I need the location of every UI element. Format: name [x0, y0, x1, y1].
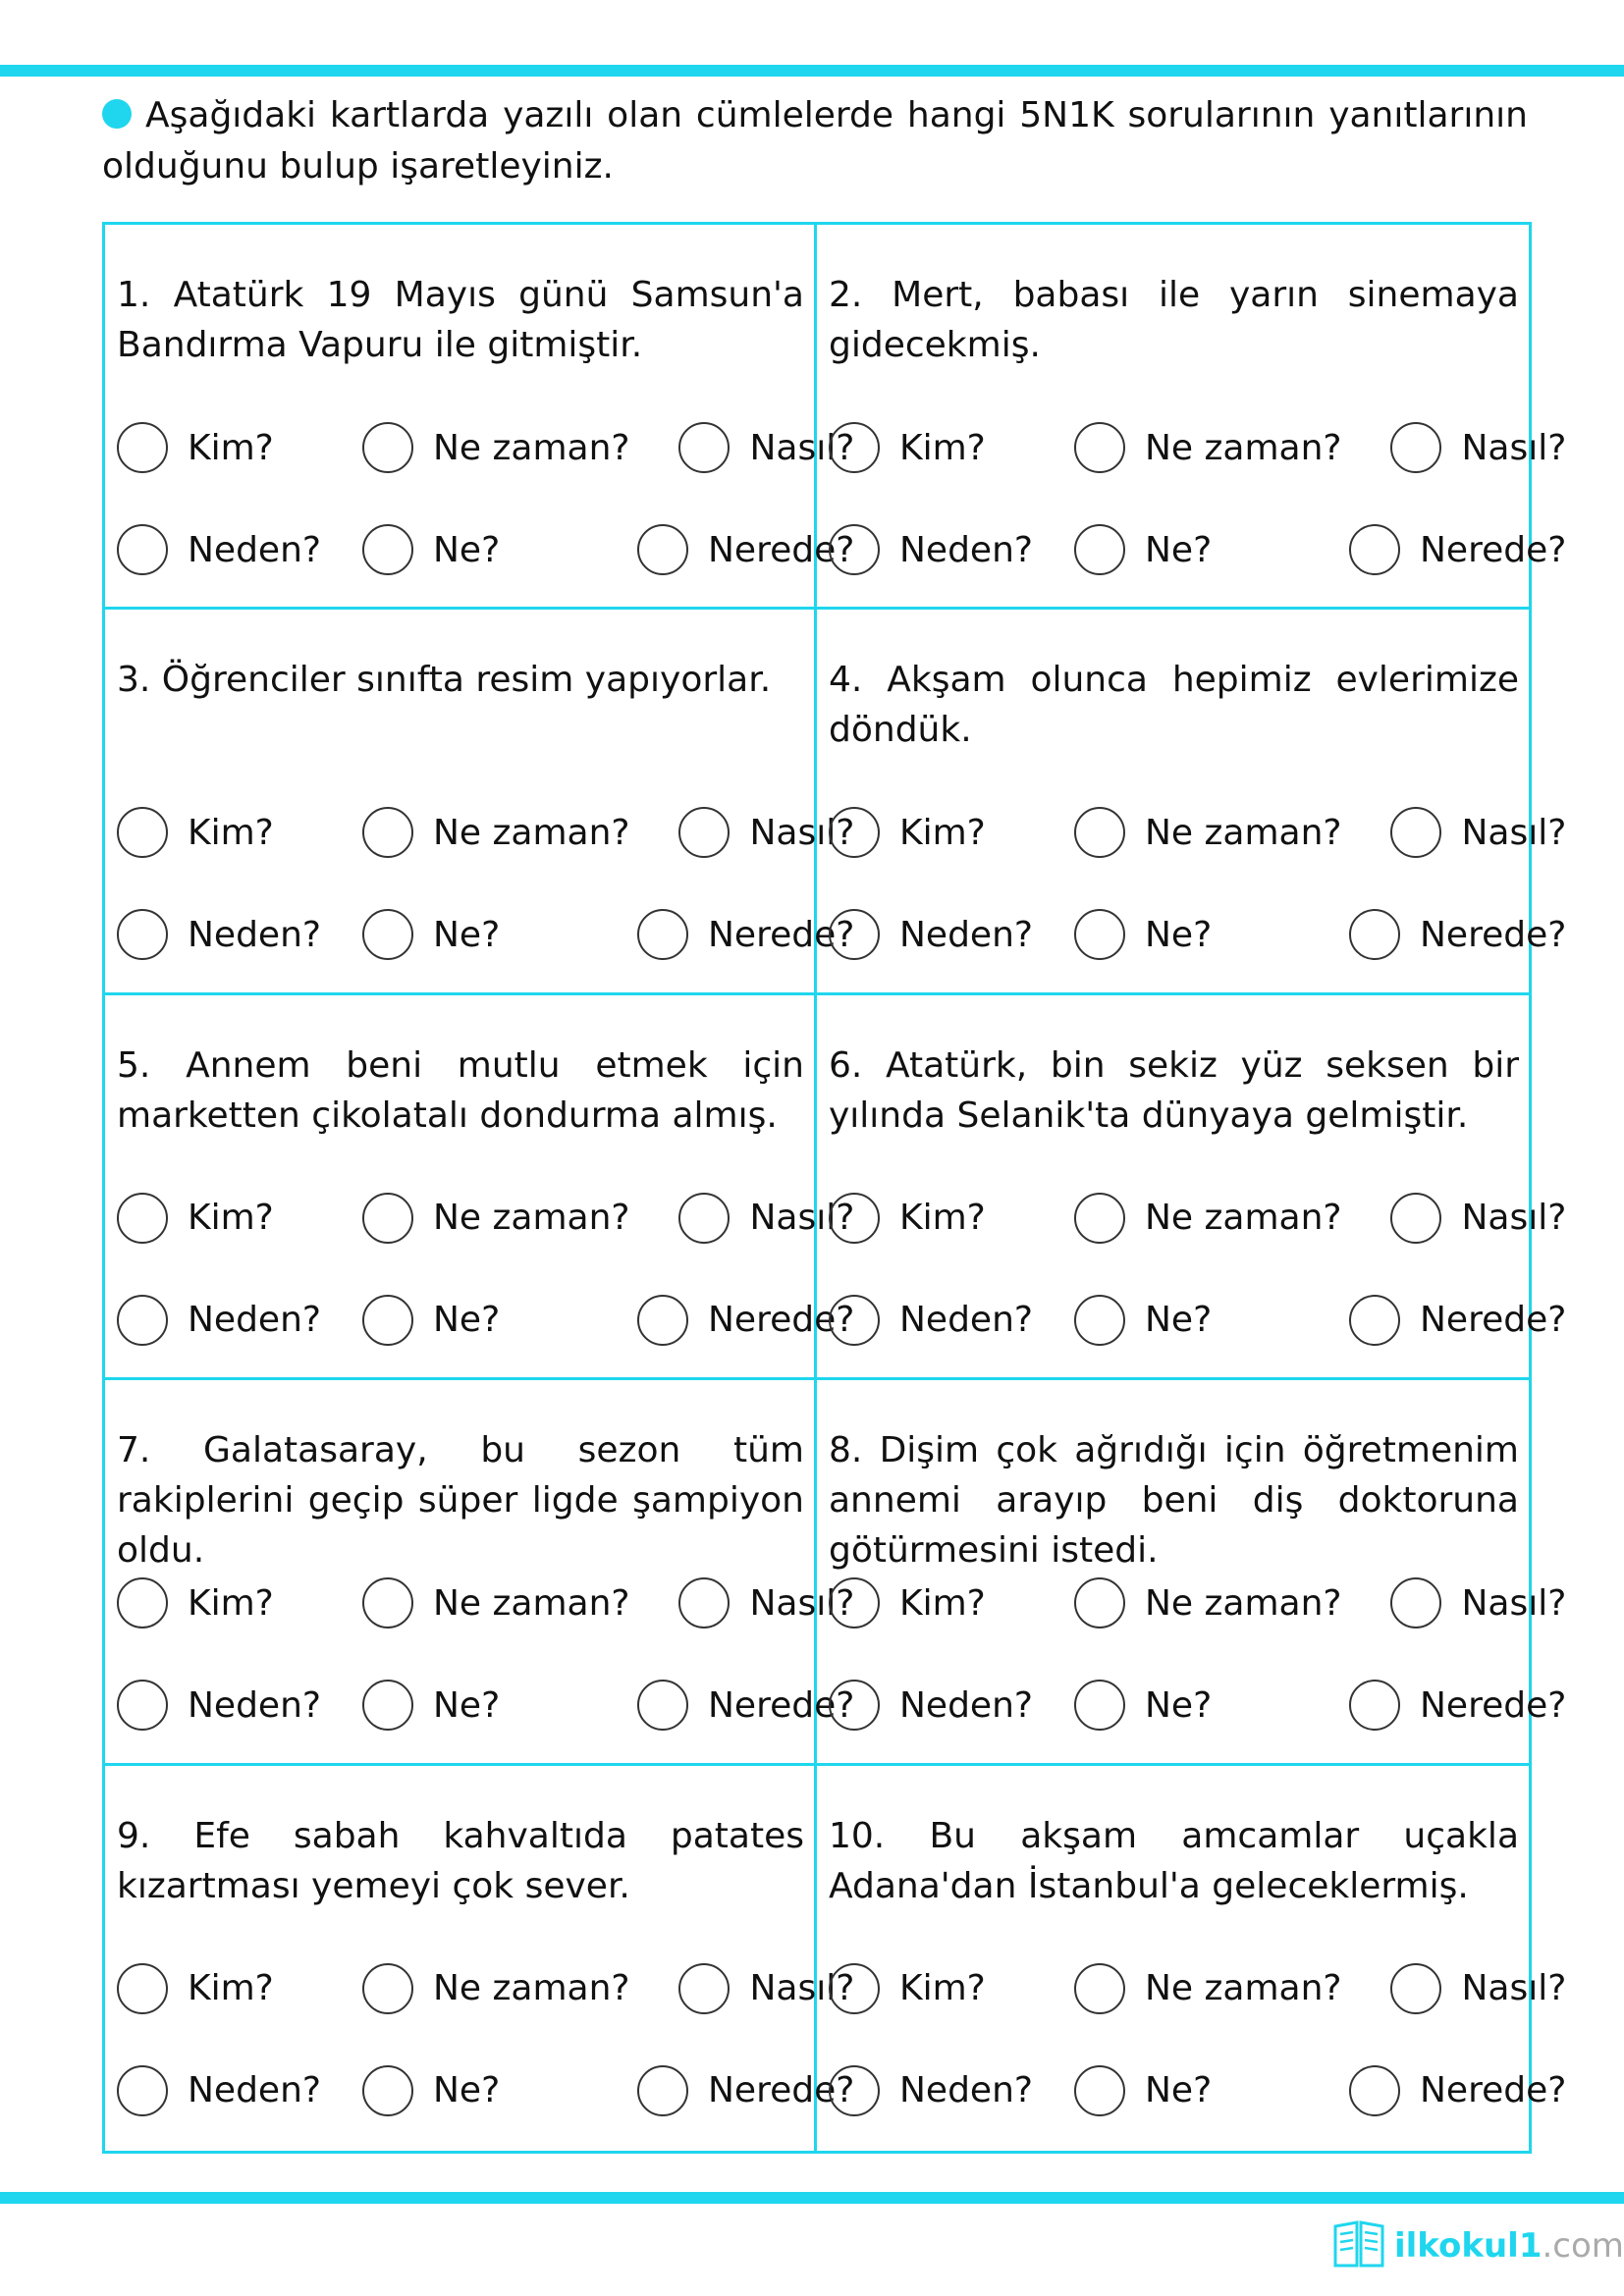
- answer-label: Kim?: [899, 1968, 986, 2009]
- answer-option[interactable]: [1349, 804, 1566, 861]
- answer-label: Kim?: [899, 1198, 986, 1239]
- answer-label: Nerede?: [1420, 914, 1567, 955]
- answer-option[interactable]: [829, 1575, 1074, 1631]
- answer-label: Ne?: [1145, 914, 1213, 955]
- answer-option[interactable]: [117, 1575, 362, 1631]
- answer-label: Nerede?: [1420, 1300, 1567, 1341]
- answer-label: Nerede?: [708, 914, 855, 955]
- answer-option[interactable]: [1074, 1677, 1349, 1734]
- answer-option[interactable]: [829, 2062, 1074, 2119]
- answer-label: Ne zaman?: [433, 1582, 630, 1624]
- answer-label: Nasıl?: [749, 812, 855, 853]
- answer-label: Ne?: [1145, 529, 1213, 570]
- answer-checkbox[interactable]: [1390, 1963, 1441, 2014]
- answer-checkbox[interactable]: [637, 909, 688, 960]
- answer-label: Kim?: [899, 427, 986, 468]
- question-sentence: 6. Atatürk, bin sekiz yüz seksen bir yılında Selanik'ta dünyaya gelmiştir.: [829, 1044, 1519, 1136]
- question-sentence: 4. Akşam olunca hepimiz evlerimize döndük.: [829, 660, 1519, 751]
- answer-checkbox[interactable]: [117, 1295, 168, 1346]
- answer-option[interactable]: [1074, 419, 1349, 476]
- answer-checkbox[interactable]: [362, 807, 413, 858]
- answer-label: Neden?: [188, 1300, 322, 1341]
- question-sentence: 5. Annem beni mutlu etmek için marketten çikolatalı dondurma almış.: [117, 1044, 804, 1136]
- answer-checkbox[interactable]: [829, 2065, 880, 2116]
- answer-option[interactable]: [1349, 1575, 1566, 1631]
- answer-label: Neden?: [899, 914, 1034, 955]
- answer-option[interactable]: [1349, 1190, 1566, 1247]
- answer-label: Nerede?: [708, 2070, 855, 2111]
- question-sentence: 9. Efe sabah kahvaltıda patates kızartması yemeyi çok sever.: [117, 1815, 804, 1906]
- answer-options: [117, 419, 855, 578]
- answer-label: Kim?: [188, 1582, 274, 1624]
- answer-options: [829, 419, 1567, 578]
- answer-options: [117, 804, 855, 963]
- answer-checkbox[interactable]: [1074, 1193, 1125, 1244]
- answer-option[interactable]: [117, 1292, 362, 1349]
- question-sentence: 8. Dişim çok ağrıdığı için öğretmenim annemi arayıp beni diş doktoruna götürmesini istedi.: [829, 1430, 1519, 1572]
- answer-label: Nasıl?: [1461, 812, 1567, 853]
- logo-suffix: .com: [1542, 2226, 1624, 2266]
- answer-label: Ne?: [433, 2070, 501, 2111]
- answer-options: [829, 1190, 1567, 1349]
- answer-checkbox[interactable]: [829, 909, 880, 960]
- card-grid: [102, 222, 1567, 2154]
- answer-option[interactable]: [1074, 1575, 1349, 1631]
- answer-label: Nasıl?: [1461, 1198, 1567, 1239]
- answer-checkbox[interactable]: [362, 909, 413, 960]
- answer-label: Neden?: [899, 529, 1034, 570]
- answer-checkbox[interactable]: [362, 1963, 413, 2014]
- answer-checkbox[interactable]: [1349, 524, 1400, 575]
- answer-options: [829, 1575, 1567, 1734]
- answer-label: Nerede?: [1420, 529, 1567, 570]
- answer-label: Kim?: [899, 1582, 986, 1624]
- answer-option[interactable]: [829, 804, 1074, 861]
- logo-brand: ilkokul1: [1394, 2226, 1543, 2266]
- answer-checkbox[interactable]: [1074, 1295, 1125, 1346]
- answer-checkbox[interactable]: [678, 422, 730, 473]
- answer-option[interactable]: [1349, 2062, 1566, 2119]
- answer-checkbox[interactable]: [829, 1577, 880, 1629]
- answer-checkbox[interactable]: [637, 1680, 688, 1731]
- answer-label: Ne zaman?: [433, 1198, 630, 1239]
- bullet-icon: [102, 99, 132, 129]
- answer-checkbox[interactable]: [678, 1577, 730, 1629]
- answer-option[interactable]: [829, 906, 1074, 963]
- answer-option[interactable]: [362, 1292, 637, 1349]
- answer-option[interactable]: [1349, 906, 1566, 963]
- question-card: [817, 995, 1567, 1380]
- book-icon: [1331, 2218, 1386, 2273]
- answer-checkbox[interactable]: [117, 909, 168, 960]
- answer-checkbox[interactable]: [362, 524, 413, 575]
- answer-checkbox[interactable]: [829, 524, 880, 575]
- answer-option[interactable]: [829, 419, 1074, 476]
- answer-checkbox[interactable]: [1390, 807, 1441, 858]
- answer-option[interactable]: [362, 1960, 637, 2017]
- answer-checkbox[interactable]: [1349, 909, 1400, 960]
- question-card: [105, 1766, 855, 2151]
- answer-option[interactable]: [362, 2062, 637, 2119]
- answer-label: Ne?: [1145, 2070, 1213, 2111]
- answer-label: Ne?: [1145, 1300, 1213, 1341]
- answer-option[interactable]: [362, 1190, 637, 1247]
- answer-option[interactable]: [362, 1677, 637, 1734]
- answer-option[interactable]: [117, 906, 362, 963]
- answer-label: Kim?: [188, 427, 274, 468]
- answer-label: Nerede?: [1420, 1684, 1567, 1726]
- answer-checkbox[interactable]: [829, 422, 880, 473]
- answer-label: Ne?: [433, 529, 501, 570]
- answer-checkbox[interactable]: [829, 1295, 880, 1346]
- answer-checkbox[interactable]: [637, 1295, 688, 1346]
- answer-option[interactable]: [1349, 1677, 1566, 1734]
- answer-checkbox[interactable]: [1074, 422, 1125, 473]
- answer-label: Ne zaman?: [1145, 1198, 1342, 1239]
- question-card: [817, 225, 1567, 610]
- instruction-text: [102, 90, 1528, 192]
- answer-option[interactable]: [117, 804, 362, 861]
- answer-label: Neden?: [188, 529, 322, 570]
- answer-checkbox[interactable]: [117, 1963, 168, 2014]
- answer-checkbox[interactable]: [362, 2065, 413, 2116]
- answer-label: Ne zaman?: [1145, 427, 1342, 468]
- answer-option[interactable]: [1074, 1190, 1349, 1247]
- answer-label: Ne zaman?: [433, 1968, 630, 2009]
- answer-checkbox[interactable]: [1074, 1963, 1125, 2014]
- answer-option[interactable]: [829, 1292, 1074, 1349]
- logo-text: [1394, 2226, 1624, 2266]
- answer-options: [117, 1960, 855, 2119]
- answer-label: Kim?: [188, 1198, 274, 1239]
- question-card: [105, 225, 855, 610]
- question-card: [105, 995, 855, 1380]
- answer-label: Ne zaman?: [1145, 1968, 1342, 2009]
- answer-label: Ne zaman?: [1145, 812, 1342, 853]
- answer-label: Kim?: [188, 1968, 274, 2009]
- answer-label: Nerede?: [708, 1300, 855, 1341]
- answer-checkbox[interactable]: [117, 422, 168, 473]
- answer-label: Nasıl?: [749, 427, 855, 468]
- answer-option[interactable]: [117, 2062, 362, 2119]
- answer-label: Neden?: [899, 2070, 1034, 2111]
- question-sentence: 7. Galatasaray, bu sezon tüm rakiplerini geçip süper ligde şampiyon oldu.: [117, 1430, 804, 1572]
- answer-checkbox[interactable]: [1349, 1295, 1400, 1346]
- answer-option[interactable]: [362, 906, 637, 963]
- answer-label: Nasıl?: [1461, 1968, 1567, 2009]
- question-sentence: 1. Atatürk 19 Mayıs günü Samsun'a Bandırma Vapuru ile gitmiştir.: [117, 275, 804, 365]
- answer-checkbox[interactable]: [117, 1680, 168, 1731]
- answer-option[interactable]: [1349, 1292, 1566, 1349]
- answer-checkbox[interactable]: [1074, 1577, 1125, 1629]
- answer-option[interactable]: [117, 1190, 362, 1247]
- answer-option[interactable]: [829, 521, 1074, 578]
- answer-options: [829, 1960, 1567, 2119]
- answer-checkbox[interactable]: [362, 1577, 413, 1629]
- answer-label: Nasıl?: [749, 1968, 855, 2009]
- answer-option[interactable]: [829, 1677, 1074, 1734]
- answer-label: Nasıl?: [1461, 427, 1567, 468]
- answer-label: Kim?: [899, 812, 986, 853]
- answer-label: Neden?: [899, 1684, 1034, 1726]
- answer-option[interactable]: [1074, 906, 1349, 963]
- answer-option[interactable]: [362, 1575, 637, 1631]
- answer-option[interactable]: [829, 1960, 1074, 2017]
- question-card: [817, 1766, 1567, 2151]
- answer-checkbox[interactable]: [829, 1963, 880, 2014]
- answer-checkbox[interactable]: [1074, 909, 1125, 960]
- answer-checkbox[interactable]: [637, 2065, 688, 2116]
- answer-option[interactable]: [1349, 1960, 1566, 2017]
- answer-label: Ne zaman?: [433, 812, 630, 853]
- answer-label: Ne?: [1145, 1684, 1213, 1726]
- answer-checkbox[interactable]: [117, 1193, 168, 1244]
- answer-options: [829, 804, 1567, 963]
- answer-checkbox[interactable]: [678, 1193, 730, 1244]
- question-card: [817, 1380, 1567, 1765]
- answer-label: Nasıl?: [1461, 1582, 1567, 1624]
- answer-label: Nasıl?: [749, 1198, 855, 1239]
- answer-checkbox[interactable]: [1074, 1680, 1125, 1731]
- answer-option[interactable]: [1349, 419, 1566, 476]
- answer-checkbox[interactable]: [1074, 524, 1125, 575]
- question-card: [105, 1380, 855, 1765]
- answer-checkbox[interactable]: [829, 1680, 880, 1731]
- answer-label: Ne?: [433, 1300, 501, 1341]
- answer-label: Nerede?: [708, 529, 855, 570]
- answer-option[interactable]: [1349, 521, 1566, 578]
- answer-checkbox[interactable]: [1390, 1193, 1441, 1244]
- answer-checkbox[interactable]: [117, 2065, 168, 2116]
- answer-checkbox[interactable]: [637, 524, 688, 575]
- answer-option[interactable]: [1074, 1292, 1349, 1349]
- answer-checkbox[interactable]: [117, 1577, 168, 1629]
- answer-checkbox[interactable]: [678, 1963, 730, 2014]
- answer-checkbox[interactable]: [117, 807, 168, 858]
- answer-label: Neden?: [188, 1684, 322, 1726]
- question-card: [817, 610, 1567, 994]
- answer-label: Nerede?: [1420, 2070, 1567, 2111]
- answer-label: Neden?: [899, 1300, 1034, 1341]
- answer-checkbox[interactable]: [1349, 2065, 1400, 2116]
- bottom-accent-bar: [0, 2192, 1624, 2204]
- answer-option[interactable]: [362, 419, 637, 476]
- answer-checkbox[interactable]: [1074, 807, 1125, 858]
- answer-checkbox[interactable]: [1074, 2065, 1125, 2116]
- answer-option[interactable]: [1074, 521, 1349, 578]
- answer-checkbox[interactable]: [1390, 422, 1441, 473]
- answer-checkbox[interactable]: [117, 524, 168, 575]
- answer-options: [117, 1575, 855, 1734]
- answer-option[interactable]: [117, 1677, 362, 1734]
- site-logo: [1331, 2218, 1624, 2273]
- answer-checkbox[interactable]: [829, 1193, 880, 1244]
- question-sentence: 3. Öğrenciler sınıfta resim yapıyorlar.: [117, 660, 772, 701]
- answer-checkbox[interactable]: [362, 1295, 413, 1346]
- answer-label: Nerede?: [708, 1684, 855, 1726]
- answer-option[interactable]: [362, 804, 637, 861]
- answer-label: Ne zaman?: [433, 427, 630, 468]
- instruction-label: Aşağıdaki kartlarda yazılı olan cümlelerde hangi 5N1K sorularının yanıtlarının olduğunu bulup işaretleyiniz.: [102, 95, 1528, 187]
- answer-checkbox[interactable]: [362, 1680, 413, 1731]
- answer-options: [117, 1190, 855, 1349]
- answer-option[interactable]: [1074, 804, 1349, 861]
- answer-option[interactable]: [829, 1190, 1074, 1247]
- answer-option[interactable]: [117, 419, 362, 476]
- question-card: [105, 610, 855, 994]
- question-sentence: 2. Mert, babası ile yarın sinemaya gidecekmiş.: [829, 275, 1519, 365]
- answer-option[interactable]: [1074, 1960, 1349, 2017]
- answer-option[interactable]: [117, 1960, 362, 2017]
- question-sentence: 10. Bu akşam amcamlar uçakla Adana'dan İstanbul'a geleceklermiş.: [829, 1815, 1519, 1906]
- answer-checkbox[interactable]: [829, 807, 880, 858]
- answer-checkbox[interactable]: [362, 422, 413, 473]
- answer-checkbox[interactable]: [1349, 1680, 1400, 1731]
- answer-label: Neden?: [188, 914, 322, 955]
- answer-option[interactable]: [362, 521, 637, 578]
- answer-label: Neden?: [188, 2070, 322, 2111]
- answer-label: Ne?: [433, 914, 501, 955]
- answer-option[interactable]: [1074, 2062, 1349, 2119]
- answer-label: Ne?: [433, 1684, 501, 1726]
- answer-checkbox[interactable]: [362, 1193, 413, 1244]
- answer-checkbox[interactable]: [1390, 1577, 1441, 1629]
- answer-option[interactable]: [117, 521, 362, 578]
- answer-label: Kim?: [188, 812, 274, 853]
- answer-checkbox[interactable]: [678, 807, 730, 858]
- top-accent-bar: [0, 65, 1624, 77]
- answer-label: Nasıl?: [749, 1582, 855, 1624]
- answer-label: Ne zaman?: [1145, 1582, 1342, 1624]
